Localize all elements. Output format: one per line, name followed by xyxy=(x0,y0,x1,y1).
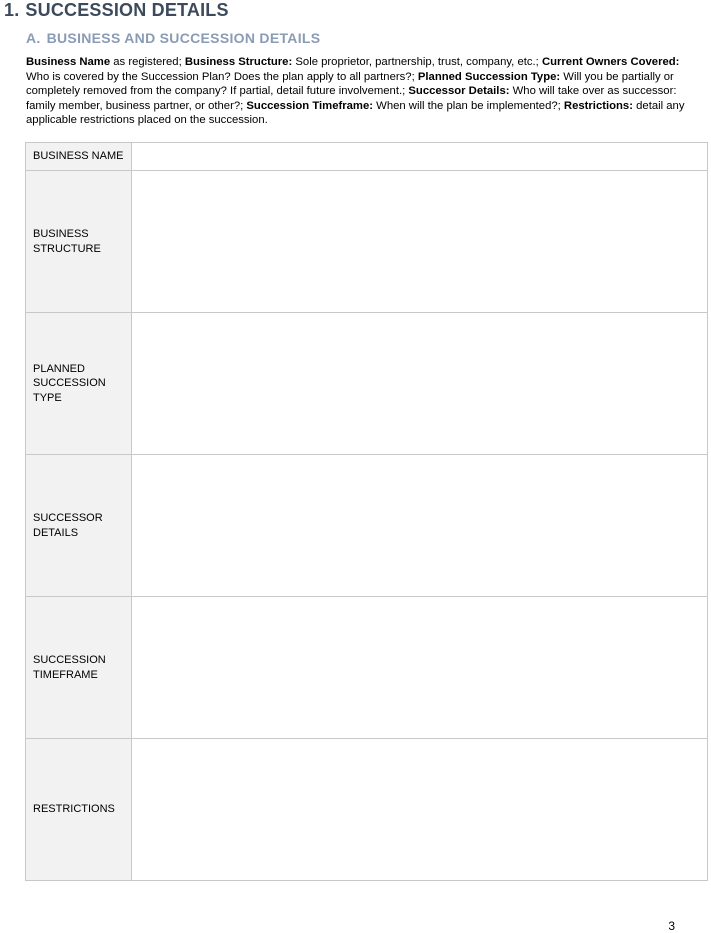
definition-restrictions: detail any applicable restrictions placed on the succession. xyxy=(26,99,685,127)
form-row-planned-succession-type xyxy=(26,313,708,455)
form-row-successor-details xyxy=(26,455,708,597)
subsection-heading xyxy=(26,30,320,46)
planned-succession-type-label: PLANNED SUCCESSION TYPE xyxy=(26,313,132,455)
term-business-structure: Business Structure: xyxy=(184,56,293,68)
business-name-label: BUSINESS NAME xyxy=(26,143,132,171)
definition-business-name: as registered; xyxy=(110,56,185,68)
page-number: 3 xyxy=(668,919,675,933)
business-structure-field[interactable] xyxy=(132,171,708,313)
form-row-business-structure xyxy=(26,171,708,313)
succession-timeframe-field[interactable] xyxy=(132,597,708,739)
term-succession-timeframe: Succession Timeframe: xyxy=(246,99,374,112)
form-row-succession-timeframe xyxy=(26,597,708,739)
restrictions-field[interactable] xyxy=(132,739,708,881)
successor-details-field[interactable] xyxy=(132,455,708,597)
form-row-restrictions xyxy=(26,739,708,881)
business-name-field[interactable] xyxy=(132,143,708,171)
successor-details-label: SUCCESSOR DETAILS xyxy=(26,455,132,597)
term-restrictions: Restrictions: xyxy=(563,99,633,112)
term-current-owners: Current Owners Covered: xyxy=(541,56,680,68)
section-number: 1. xyxy=(4,0,20,20)
restrictions-label: RESTRICTIONS xyxy=(26,739,132,881)
section-title: SUCCESSION DETAILS xyxy=(25,0,229,20)
term-successor-details: Successor Details: xyxy=(408,85,510,98)
business-structure-label: BUSINESS STRUCTURE xyxy=(26,171,132,313)
definition-succession-timeframe: When will the plan be implemented?; xyxy=(373,99,564,112)
succession-timeframe-label: SUCCESSION TIMEFRAME xyxy=(26,597,132,739)
definition-business-structure: Sole proprietor, partnership, trust, company, etc.; xyxy=(292,56,542,68)
term-planned-succession-type: Planned Succession Type: xyxy=(417,70,561,83)
section-heading xyxy=(4,0,229,21)
planned-succession-type-field[interactable] xyxy=(132,313,708,455)
definition-current-owners: Who is covered by the Succession Plan? Does the plan apply to all partners?; xyxy=(26,70,418,83)
subsection-letter: A. xyxy=(26,30,41,46)
term-business-name: Business Name xyxy=(26,56,111,68)
form-row-business-name xyxy=(26,143,708,171)
succession-details-form xyxy=(25,142,708,881)
definition-successor-details: Who will take over as successor: family member, business partner, or other?; xyxy=(26,85,677,112)
instructions-paragraph xyxy=(26,55,696,128)
definition-planned-succession-type: Will you be partially or completely removed from the company? If partial, detail future involvement.; xyxy=(26,70,674,98)
subsection-title: BUSINESS AND SUCCESSION DETAILS xyxy=(46,30,321,46)
